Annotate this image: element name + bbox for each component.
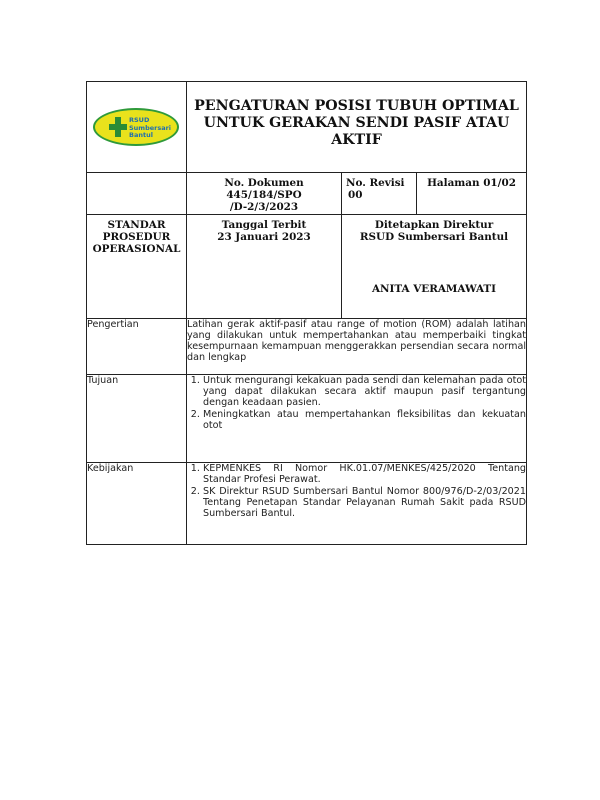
empty-logo-continuation (87, 173, 187, 215)
medical-cross-icon (109, 117, 127, 137)
page-cell (417, 173, 527, 215)
pengertian-text: Latihan gerak aktif-pasif atau range of motion (ROM) adalah latihan yang dilakukan untuk mempertahankan atau memperbaiki tingkat kesempurnaan kemampuan menggerakkan persendian secara normal dan lengkap (187, 319, 527, 375)
header-row (87, 82, 527, 173)
sop-label-cell: STANDAR PROSEDUR OPERASIONAL (87, 215, 187, 319)
issue-date-label: Tanggal Terbit (221, 219, 307, 231)
revision-value: 00 (348, 189, 363, 201)
approval-row (87, 215, 527, 319)
list-item: 1. Untuk mengurangi kekakuan pada sendi dan kelemahan pada otot yang dapat dilakukan secara aktif maupun pasif tergantung dengan keadaan pasien. (203, 375, 526, 408)
hospital-logo (93, 108, 179, 146)
document-title: PENGATURAN POSISI TUBUH OPTIMAL UNTUK GERAKAN SENDI PASIF ATAU AKTIF (194, 98, 519, 148)
pengertian-label: Pengertian (87, 319, 187, 375)
approval-org: RSUD Sumbersari Bantul (359, 231, 509, 243)
revision-cell (342, 173, 417, 215)
list-item: 2. SK Direktur RSUD Sumbersari Bantul Nomor 800/976/D-2/03/2021 Tentang Penetapan Standar Pelayanan Rumah Sakit pada RSUD Sumbersari Bantul. (203, 486, 526, 519)
director-name: ANITA VERAMAWATI (371, 283, 497, 295)
title-cell (187, 82, 527, 173)
tujuan-content (187, 375, 527, 463)
issue-date-value: 23 Januari 2023 (217, 231, 311, 243)
issue-date-cell (187, 215, 342, 319)
meta-row (87, 173, 527, 215)
kebijakan-row (87, 463, 527, 545)
sop-document (86, 81, 526, 545)
logo-text: RSUD Sumbersari Bantul (129, 116, 172, 139)
revision-label: No. Revisi (346, 177, 405, 189)
list-item: 1. KEPMENKES RI Nomor HK.01.07/MENKES/425/2020 Tentang Standar Profesi Perawat. (203, 463, 526, 485)
kebijakan-list (187, 463, 526, 519)
approval-label: Ditetapkan Direktur (374, 219, 494, 231)
doc-number-value-1: 445/184/SPO (226, 189, 302, 201)
sop-table (86, 81, 527, 545)
tujuan-list (187, 375, 526, 431)
pengertian-row (87, 319, 527, 375)
tujuan-row (87, 375, 527, 463)
logo-cell (87, 82, 187, 173)
kebijakan-label: Kebijakan (87, 463, 187, 545)
doc-number-value-2: /D-2/3/2023 (229, 201, 299, 213)
kebijakan-content (187, 463, 527, 545)
doc-number-label: No. Dokumen (224, 177, 304, 189)
tujuan-label: Tujuan (87, 375, 187, 463)
page-label: Halaman 01/02 (427, 177, 516, 189)
list-item: 2. Meningkatkan atau mempertahankan fleksibilitas dan kekuatan otot (203, 409, 526, 431)
doc-number-cell (187, 173, 342, 215)
approval-cell (342, 215, 527, 319)
